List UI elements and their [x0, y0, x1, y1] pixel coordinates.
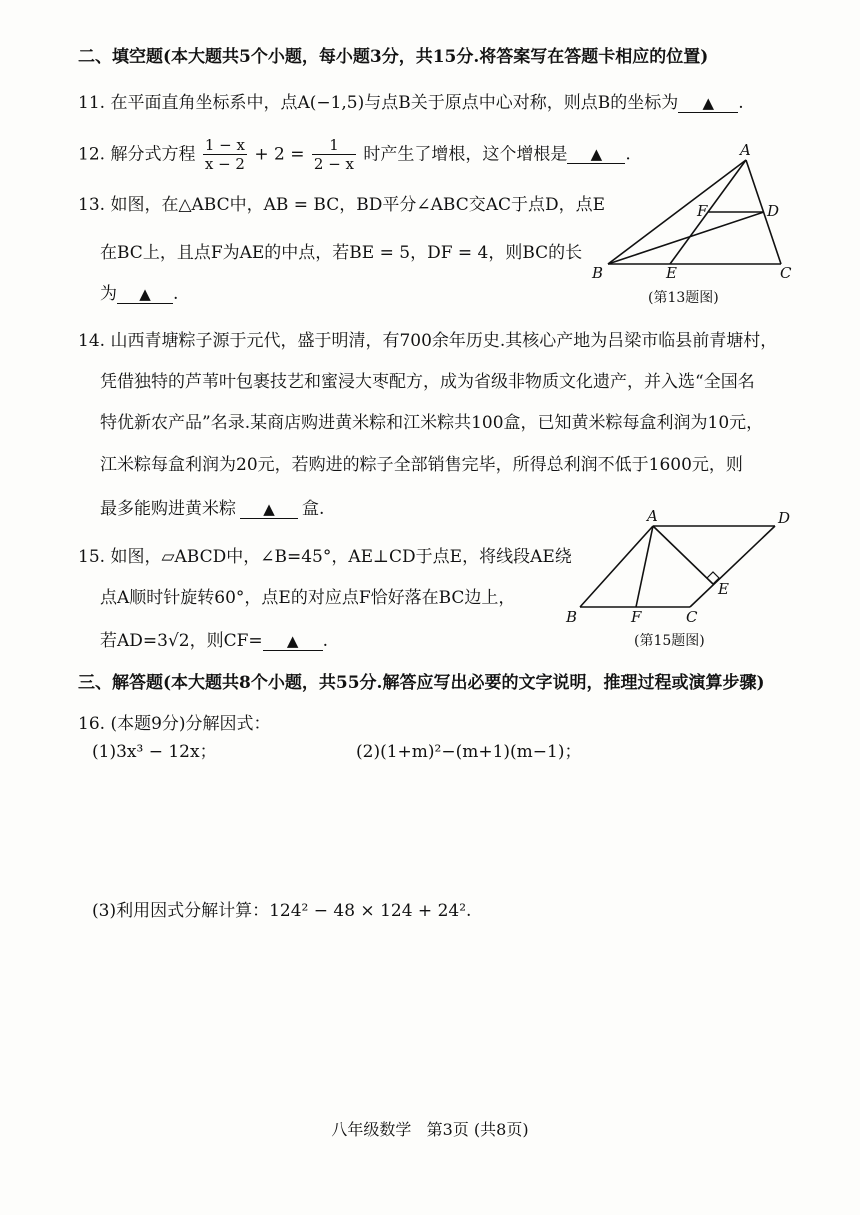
- section-2-header: 二、填空题(本大题共5个小题，每小题3分，共15分.将答案写在答题卡相应的位置): [78, 47, 709, 67]
- label-c: C: [780, 264, 792, 282]
- label-e: E: [718, 580, 729, 598]
- label-c: C: [686, 608, 698, 626]
- question-12: [78, 136, 631, 176]
- question-16-part-2: (2)(1+m)²−(m+1)(m−1)；: [356, 742, 582, 762]
- fraction-1-denominator: x − 2: [204, 155, 245, 173]
- question-13-end: .: [173, 284, 179, 304]
- label-b: B: [592, 264, 604, 282]
- question-14-line-3: 特优新农产品”名录.某商店购进黄米粽和江米粽共100盒，已知黄米粽每盒利润为10元，: [100, 413, 764, 433]
- segment-ae: [653, 526, 713, 584]
- segment-bd: [608, 212, 764, 264]
- question-15-end: .: [322, 631, 329, 651]
- question-13-line-1: 13. 如图，在△ABC中，AB = BC，BD平分∠ABC交AC于点D，点E: [78, 195, 606, 215]
- fraction-2: [312, 136, 356, 173]
- question-16-part-3: (3)利用因式分解计算：124² − 48 × 124 + 24².: [92, 901, 472, 921]
- segment-dc: [690, 526, 775, 607]
- label-b: B: [566, 608, 578, 626]
- question-13-line-3-prefix: 为: [100, 284, 117, 304]
- fraction-1-numerator: 1 − x: [204, 136, 245, 154]
- question-14-line-2: 凭借独特的芦苇叶包裹技艺和蜜浸大枣配方，成为省级非物质文化遗产，并入选“全国名: [100, 372, 755, 392]
- label-f: F: [631, 608, 642, 626]
- figure-13: [586, 140, 806, 285]
- answer-blank-11: ▲: [678, 94, 738, 113]
- question-15-line-3-prefix: 若AD=3√2，则CF=: [100, 631, 263, 651]
- figure-13-caption: (第13题图): [648, 290, 719, 306]
- figure-15-caption: (第15题图): [634, 633, 705, 649]
- question-11-text: 11. 在平面直角坐标系中，点A(−1,5)与点B关于原点中心对称，则点B的坐标为: [78, 93, 679, 113]
- question-14-line-1: 14. 山西青塘粽子源于元代，盛于明清，有700余年历史.其核心产地为吕梁市临县前青塘村，: [78, 331, 778, 351]
- parallelogram-abcd-diagram: [560, 506, 800, 626]
- answer-blank-15: ▲: [263, 632, 323, 651]
- question-13-line-3: [100, 283, 178, 305]
- segment-ab: [580, 526, 653, 607]
- answer-blank-12: ▲: [567, 145, 625, 164]
- fraction-2-denominator: 2 − x: [313, 155, 355, 173]
- question-11: [78, 92, 744, 114]
- question-14-line-5-prefix: 最多能购进黄米粽: [100, 499, 236, 519]
- question-15-line-1: 15. 如图，▱ABCD中，∠B=45°，AE⊥CD于点E，将线段AE绕: [78, 547, 572, 567]
- figure-15: [560, 506, 800, 626]
- question-12-prefix: 12. 解分式方程: [78, 144, 196, 165]
- label-d: D: [778, 509, 791, 527]
- question-14-line-5-suffix: 盒.: [302, 499, 325, 519]
- label-a: A: [740, 141, 751, 159]
- question-14-line-5: [100, 498, 324, 520]
- answer-blank-13: ▲: [117, 285, 173, 304]
- section-3-header: 三、解答题(本大题共8个小题，共55分.解答应写出必要的文字说明，推理过程或演算步骤): [78, 673, 765, 693]
- page-footer: 八年级数学 第3页 (共8页): [331, 1120, 529, 1139]
- question-14-line-4: 江米粽每盒利润为20元，若购进的粽子全部销售完毕，所得总利润不低于1600元，则: [100, 455, 743, 475]
- label-d: D: [767, 202, 780, 220]
- label-e: E: [666, 264, 677, 282]
- question-13-line-2: 在BC上，且点F为AE的中点，若BE = 5，DF = 4，则BC的长: [100, 243, 583, 263]
- question-12-suffix: 时产生了增根，这个增根是: [363, 144, 568, 165]
- question-11-end: .: [738, 93, 744, 113]
- question-15-line-2: 点A顺时针旋转60°，点E的对应点F恰好落在BC边上，: [100, 588, 516, 608]
- question-12-middle: + 2 =: [254, 144, 305, 165]
- segment-af: [636, 526, 653, 607]
- question-16-title: 16. (本题9分)分解因式：: [78, 714, 271, 734]
- label-a: A: [647, 507, 658, 525]
- question-15-line-3: [100, 630, 328, 652]
- triangle-abc-diagram: [586, 140, 806, 285]
- question-16-part-1: (1)3x³ − 12x；: [92, 742, 217, 762]
- fraction-2-numerator: 1: [312, 136, 356, 155]
- question-12-end: .: [625, 144, 631, 165]
- label-f: F: [697, 202, 708, 220]
- answer-blank-14: ▲: [240, 500, 298, 519]
- fraction-1: [203, 136, 247, 173]
